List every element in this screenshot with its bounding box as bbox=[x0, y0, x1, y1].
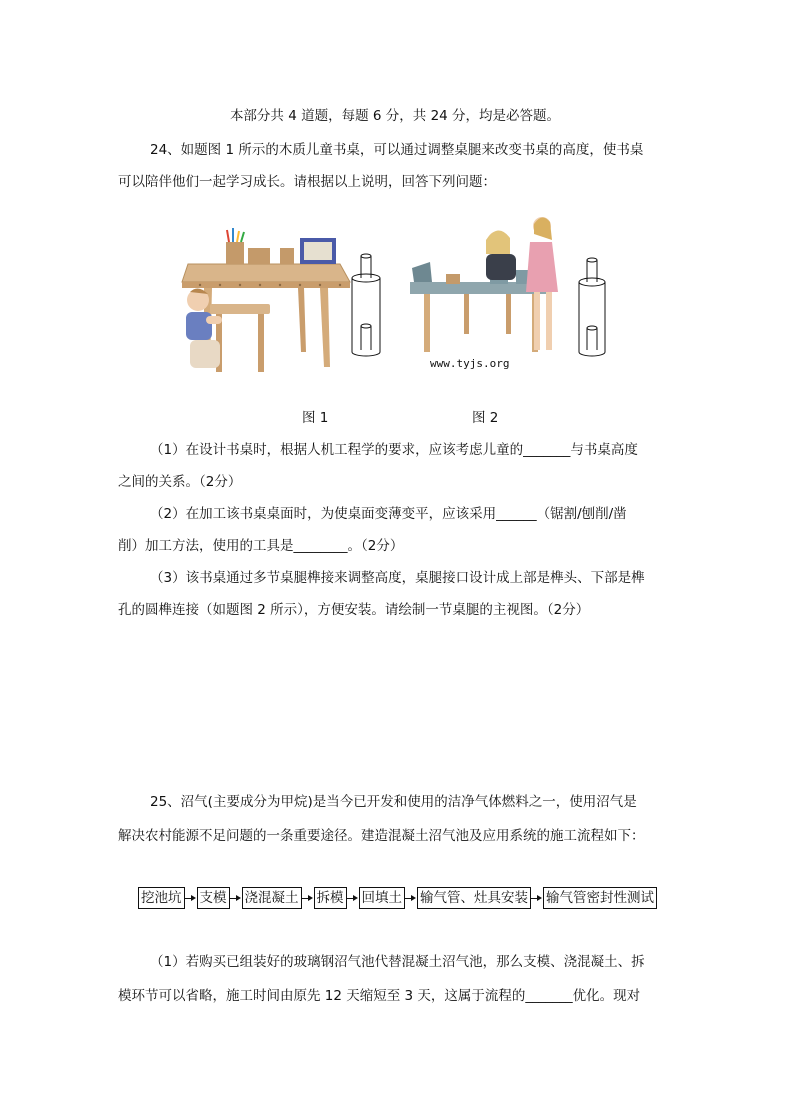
flow-step-pour-concrete: 浇混凝土 bbox=[242, 887, 302, 909]
watermark-text: www.tyjs.org bbox=[430, 357, 510, 370]
flow-arrow-icon bbox=[230, 894, 242, 902]
figure-2-desk-image bbox=[406, 212, 611, 377]
flow-step-formwork: 支模 bbox=[197, 887, 230, 909]
q24-part1-line1: （1）在设计书桌时，根据人机工程学的要求，应该考虑儿童的_______与书桌高度 bbox=[150, 442, 638, 458]
section-intro: 本部分共 4 道题，每题 6 分，共 24 分，均是必答题。 bbox=[229, 108, 561, 124]
figure-1-desk-image bbox=[180, 212, 390, 382]
flow-step-install-pipes: 输气管、灶具安装 bbox=[417, 887, 531, 909]
q24-part3-line1: （3）该书桌通过多节桌腿榫接来调整高度，桌腿接口设计成上部是榫头、下部是榫 bbox=[150, 570, 645, 586]
figure-2-caption: 图 2 bbox=[472, 410, 499, 426]
q24-part2-line2: 削）加工方法，使用的工具是________。（2分） bbox=[118, 538, 404, 554]
q25-stem-line1: 25、沼气(主要成分为甲烷)是当今已开发和使用的洁净气体燃料之一，使用沼气是 bbox=[150, 794, 637, 810]
q25-part1-line2: 模环节可以省略，施工时间由原先 12 天缩短至 3 天，这属于流程的_______优化。现对 bbox=[118, 988, 641, 1004]
construction-flowchart bbox=[138, 886, 657, 910]
flow-step-dig-pit: 挖池坑 bbox=[138, 887, 185, 909]
q25-part1-line1: （1）若购买已组装好的玻璃钢沼气池代替混凝土沼气池，那么支模、浇混凝土、拆 bbox=[150, 954, 645, 970]
flow-arrow-icon bbox=[405, 894, 417, 902]
q24-stem-line2: 可以陪伴他们一起学习成长。请根据以上说明，回答下列问题： bbox=[118, 174, 496, 190]
q24-stem-line1: 24、如题图 1 所示的木质儿童书桌，可以通过调整桌腿来改变书桌的高度，使书桌 bbox=[150, 142, 644, 158]
flow-step-seal-test: 输气管密封性测试 bbox=[543, 887, 657, 909]
flow-arrow-icon bbox=[302, 894, 314, 902]
flow-arrow-icon bbox=[347, 894, 359, 902]
q24-part1-line2: 之间的关系。（2分） bbox=[118, 474, 242, 490]
q25-stem-line2: 解决农村能源不足问题的一条重要途径。建造混凝土沼气池及应用系统的施工流程如下： bbox=[118, 828, 645, 844]
flow-step-remove-formwork: 拆模 bbox=[314, 887, 347, 909]
flow-arrow-icon bbox=[531, 894, 543, 902]
q24-part2-line1: （2）在加工该书桌桌面时，为使桌面变薄变平，应该采用______（锯割/刨削/凿 bbox=[150, 506, 627, 522]
flow-arrow-icon bbox=[185, 894, 197, 902]
flow-step-backfill: 回填土 bbox=[359, 887, 406, 909]
figure-1-caption: 图 1 bbox=[302, 410, 329, 426]
q24-part3-line2: 孔的圆榫连接（如题图 2 所示），方便安装。请绘制一节桌腿的主视图。（2分） bbox=[118, 602, 590, 618]
